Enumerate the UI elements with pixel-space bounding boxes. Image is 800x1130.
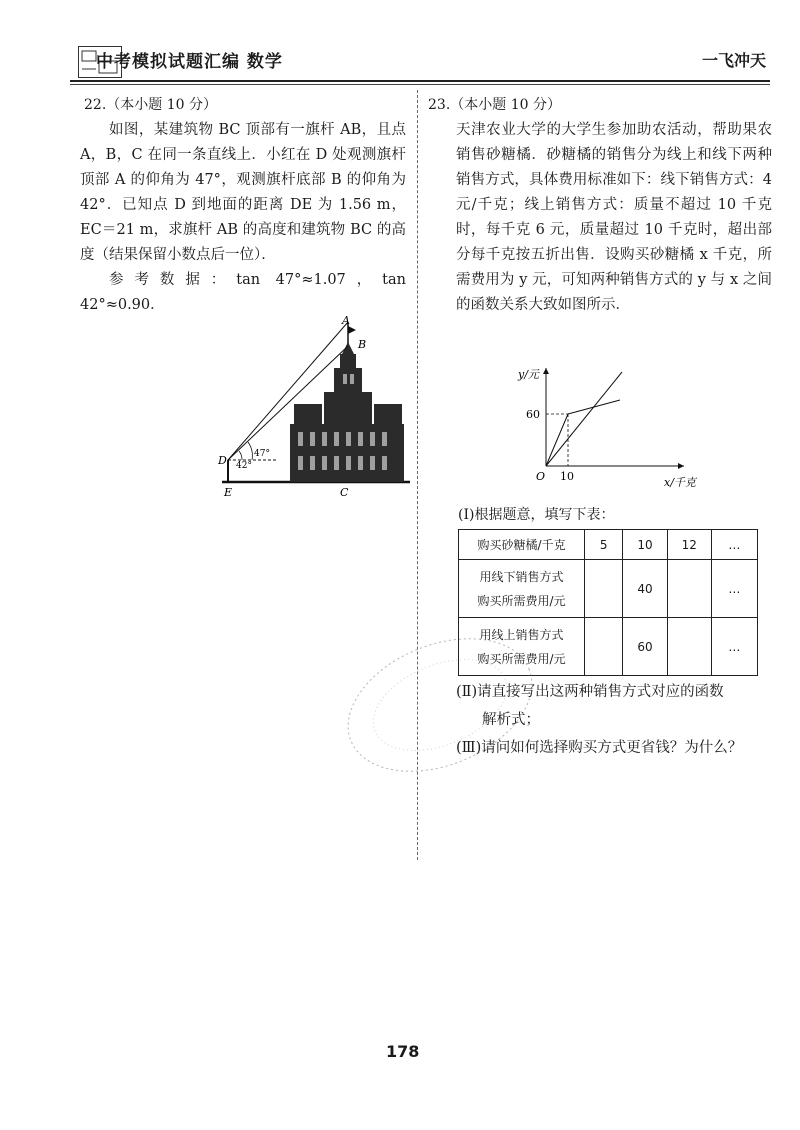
angle-arc-47 bbox=[248, 442, 252, 460]
table-header-cell: 10 bbox=[623, 530, 667, 560]
header-brand: 一飞冲天 bbox=[701, 51, 766, 70]
row-label-line: 购买所需费用/元 bbox=[477, 651, 566, 666]
q22-body bbox=[80, 118, 406, 318]
row-label-line: 用线下销售方式 bbox=[479, 569, 564, 584]
label-d: D bbox=[218, 454, 227, 467]
header-rule-thin bbox=[70, 84, 770, 85]
offline-line bbox=[546, 372, 622, 466]
building-illustration bbox=[290, 342, 404, 482]
online-segment-1 bbox=[546, 414, 568, 466]
flag bbox=[348, 326, 356, 334]
table-cell bbox=[585, 618, 623, 676]
label-c: C bbox=[340, 486, 349, 499]
page-number: 178 bbox=[386, 1042, 420, 1061]
y-tick-60: 60 bbox=[526, 408, 540, 421]
q23-part1: (Ⅰ)根据题意，填写下表： bbox=[458, 507, 615, 523]
label-a: A bbox=[342, 314, 350, 327]
q23-part3: (Ⅲ)请问如何选择购买方式更省钱？为什么？ bbox=[456, 740, 743, 756]
row-label-line: 购买所需费用/元 bbox=[477, 593, 566, 608]
table-header-cell: … bbox=[711, 530, 757, 560]
q22-heading: 22.（本小题 10 分） bbox=[84, 97, 217, 113]
table-cell: 40 bbox=[623, 560, 667, 618]
label-b: B bbox=[358, 338, 367, 351]
table-row-offline bbox=[459, 560, 758, 618]
row-label-line: 用线上销售方式 bbox=[479, 627, 564, 642]
q23-body bbox=[456, 118, 772, 318]
q22-text: 如图，某建筑物 BC 顶部有一旗杆 AB，且点 A，B，C 在同一条直线上．小红在 D 处观测旗杆顶部 A 的仰角为 47°，观测旗杆底部 B 的仰角为 42°．已知点 D 到地面的距离 DE 为 1.56 m，EC＝21 m，求旗杆 AB 的高度和建筑物 BC 的高度（结果保留小数点后一位）． bbox=[80, 122, 406, 263]
table-cell: … bbox=[711, 560, 757, 618]
angle-arc-42 bbox=[239, 451, 242, 460]
table-cell: … bbox=[711, 618, 757, 676]
y-axis-label: y/元 bbox=[518, 368, 539, 381]
table-header-cell: 5 bbox=[585, 530, 623, 560]
q23-part2-cont: 解析式； bbox=[482, 712, 540, 728]
table-cell bbox=[667, 560, 711, 618]
angle-label-42: 42° bbox=[236, 461, 252, 471]
x-axis-label: x/千克 bbox=[664, 476, 696, 489]
table-header-row bbox=[459, 530, 758, 560]
x-tick-10: 10 bbox=[560, 470, 574, 483]
table-header-cell: 12 bbox=[667, 530, 711, 560]
origin-label: O bbox=[536, 470, 546, 483]
label-e: E bbox=[224, 486, 233, 499]
table-cell bbox=[585, 560, 623, 618]
watermark-stamp-icon bbox=[330, 620, 550, 790]
table-cell: 60 bbox=[623, 618, 667, 676]
q22-reference: 参考数据：tan 47°≈1.07，tan 42°≈0.90． bbox=[80, 272, 406, 313]
q23-heading: 23.（本小题 10 分） bbox=[428, 97, 561, 113]
row-label-offline bbox=[459, 560, 585, 618]
q23-text: 天津农业大学的大学生参加助农活动，帮助果农销售砂糖橘．砂糖橘的销售分为线上和线下两种销售方式，具体费用标准如下：线下销售方式：4 元/千克；线上销售方式：质量不超过 10 千克时，每千克 6 元，质量超过 10 千克时，超出部分每千克按五折出售．设购买砂糖橘 x 千克，所需费用为 y 元，可知两种销售方式的 y 与 x 之间的函数关系大致如图所示． bbox=[456, 122, 772, 313]
table-header-cell: 购买砂糖橘/千克 bbox=[459, 530, 585, 560]
angle-label-47: 47° bbox=[254, 449, 270, 459]
y-axis-arrow bbox=[543, 368, 549, 374]
q23-graph bbox=[512, 362, 712, 490]
header-title: 中考模拟试题汇编 数学 bbox=[96, 52, 283, 72]
x-axis-arrow bbox=[678, 463, 684, 469]
header-rule bbox=[70, 80, 770, 82]
table-cell bbox=[667, 618, 711, 676]
q23-part2: (Ⅱ)请直接写出这两种销售方式对应的函数 bbox=[456, 684, 724, 700]
q22-figure bbox=[218, 312, 418, 502]
